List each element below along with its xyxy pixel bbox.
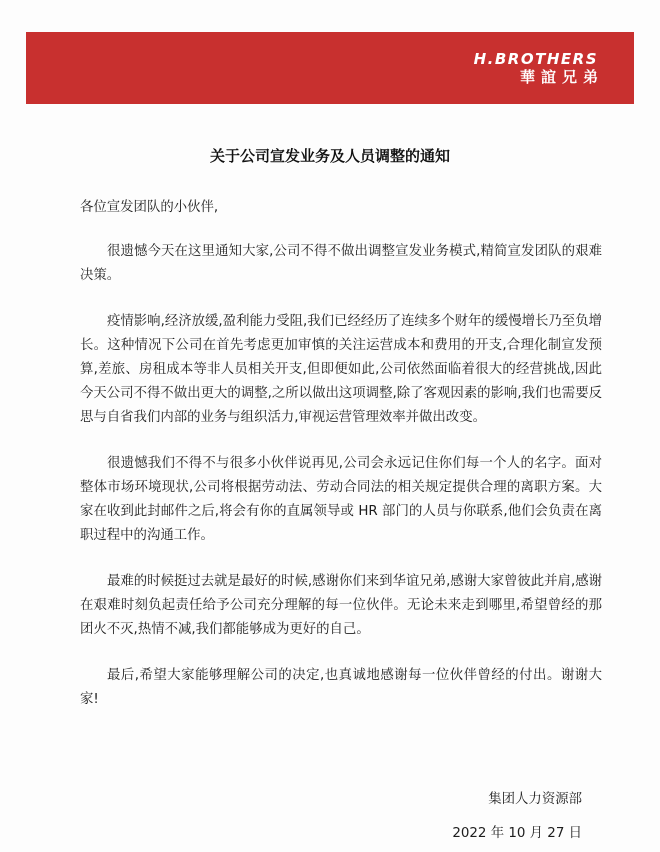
paragraph-2: 疫情影响,经济放缓,盈利能力受阻,我们已经经历了连续多个财年的缓慢增长乃至负增长。这种情况下公司在首先考虑更加审慎的关注运营成本和费用的开支,合理化制宣发预算,差旅、房租成本等非人员相关开支,但即便如此,公司依然面临着很大的经营挑战,因此今天公司不得不做出更大的调整,之所以做出这项调整,除了客观因素的影响,我们也需要反思与自省我们内部的业务与组织活力,审视运营管理效率并做出改变。 bbox=[80, 314, 602, 425]
greeting: 各位宣发团队的小伙伴, bbox=[80, 200, 219, 215]
logo-english: H.BROTHERS bbox=[473, 50, 598, 68]
paragraph-4: 最难的时候挺过去就是最好的时候,感谢你们来到华谊兄弟,感谢大家曾彼此并肩,感谢在艰难时刻负起责任给予公司充分理解的每一位伙伴。无论未来走到哪里,希望曾经的那团火不灭,热情不减,我们都能够成为更好的自己。 bbox=[80, 574, 602, 637]
letterhead-banner bbox=[26, 32, 634, 104]
signature-date: 2022 年 10 月 27 日 bbox=[452, 826, 582, 841]
paragraph-1: 很遗憾今天在这里通知大家,公司不得不做出调整宣发业务模式,精简宣发团队的艰难决策。 bbox=[80, 244, 602, 283]
signature-department: 集团人力资源部 bbox=[488, 792, 582, 807]
company-logo bbox=[473, 50, 604, 86]
paragraph-5: 最后,希望大家能够理解公司的决定,也真诚地感谢每一位伙伴曾经的付出。谢谢大家! bbox=[80, 668, 602, 707]
document-body bbox=[80, 196, 602, 712]
paragraph-3: 很遗憾我们不得不与很多小伙伴说再见,公司会永远记住你们每一个人的名字。面对整体市场环境现状,公司将根据劳动法、劳动合同法的相关规定提供合理的离职方案。大家在收到此封邮件之后,将会有你的直属领导或 HR 部门的人员与你联系,他们会负责在离职过程中的沟通工作。 bbox=[80, 456, 602, 543]
signature-block bbox=[452, 788, 582, 846]
document-title: 关于公司宣发业务及人员调整的通知 bbox=[209, 147, 450, 165]
logo-chinese: 華誼兄弟 bbox=[519, 68, 604, 86]
